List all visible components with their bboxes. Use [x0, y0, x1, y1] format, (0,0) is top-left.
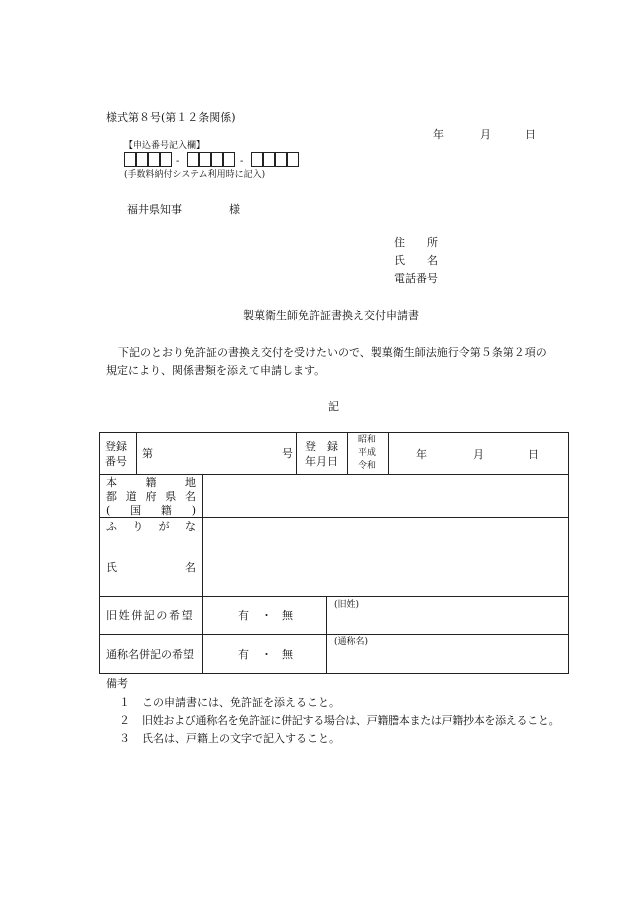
honseki-char: 都: [106, 490, 117, 503]
app-number-separator: -: [240, 156, 244, 167]
honseki-char: (: [106, 504, 111, 517]
app-number-box[interactable]: [187, 152, 199, 167]
honseki-label-line2: [106, 491, 196, 502]
reg-number-suffix: 号: [282, 447, 293, 460]
addressee-name: 福井県知事: [127, 203, 182, 216]
reg-date-label: 登 録: [305, 440, 338, 453]
era-heisei: 平成: [358, 448, 377, 458]
application-number-note: (手数料納付システム利用時に記入): [124, 170, 266, 180]
name-char: 名: [185, 561, 196, 574]
document-title: 製菓衛生師免許証書換え交付申請書: [243, 309, 419, 322]
honseki-char: 本: [106, 476, 117, 489]
furigana-label: [106, 521, 196, 532]
app-number-box[interactable]: [251, 152, 263, 167]
applicant-address-label: 住 所: [394, 236, 438, 249]
furigana-char: が: [158, 520, 170, 533]
old-surname-note: (旧姓): [334, 600, 360, 610]
app-number-box[interactable]: [211, 152, 223, 167]
table-rule: [99, 596, 569, 597]
honseki-char: 道: [125, 490, 137, 503]
app-number-box[interactable]: [287, 152, 299, 167]
date-year: 年: [433, 128, 444, 141]
common-name-choice-no[interactable]: 無: [282, 648, 293, 661]
table-rule: [202, 474, 203, 674]
old-surname-label: 旧姓併記の希望: [106, 609, 195, 622]
table-rule: [99, 634, 569, 635]
table-rule: [99, 517, 569, 518]
name-label: [106, 562, 196, 573]
common-name-note: (通称名): [334, 637, 369, 647]
honseki-char: 国: [130, 504, 142, 517]
old-surname-choice-no[interactable]: 無: [282, 609, 293, 622]
app-number-separator: -: [176, 156, 180, 167]
applicant-phone-label: 電話番号: [394, 272, 438, 285]
reg-date-month: 月: [473, 448, 484, 461]
reg-number-prefix: 第: [142, 447, 153, 460]
app-number-box[interactable]: [263, 152, 275, 167]
furigana-char: り: [132, 520, 144, 533]
note-number: ２: [119, 714, 130, 727]
date-day: 日: [525, 128, 536, 141]
old-surname-choice-dot: ・: [261, 609, 272, 622]
app-number-box[interactable]: [275, 152, 287, 167]
honseki-label-line1: [106, 477, 196, 488]
note-text: この申請書には、免許証を添えること。: [142, 696, 340, 709]
table-rule: [99, 474, 569, 475]
table-rule: [347, 432, 348, 474]
note-number: ３: [119, 732, 130, 745]
note-number: １: [119, 696, 130, 709]
furigana-char: ふ: [106, 520, 117, 533]
addressee-honorific: 様: [229, 203, 240, 216]
era-reiwa: 令和: [358, 461, 377, 471]
common-name-label: 通称名併記の希望: [106, 648, 194, 661]
app-number-box[interactable]: [124, 152, 136, 167]
form-number: 様式第８号(第１２条関係): [106, 111, 236, 124]
table-rule: [388, 432, 389, 474]
reg-number-label: 登録: [105, 440, 127, 453]
app-number-box[interactable]: [199, 152, 211, 167]
reg-date-label: 年月日: [305, 455, 338, 468]
name-char: 氏: [106, 561, 117, 574]
common-name-choice-yes[interactable]: 有: [238, 648, 249, 661]
application-number-label: 【申込番号記入欄】: [124, 141, 206, 151]
notes-heading: 備考: [106, 677, 128, 690]
common-name-choice-dot: ・: [261, 648, 272, 661]
honseki-char: 地: [185, 476, 196, 489]
reg-date-year: 年: [416, 448, 427, 461]
honseki-char: 籍: [160, 504, 172, 517]
app-number-box[interactable]: [136, 152, 148, 167]
ki-heading: 記: [328, 400, 339, 413]
note-text: 氏名は、戸籍上の文字で記入すること。: [142, 732, 340, 745]
honseki-char: 籍: [145, 476, 157, 489]
date-month: 月: [480, 128, 491, 141]
reg-date-day: 日: [528, 448, 539, 461]
honseki-char: 府: [145, 490, 157, 503]
reg-number-label: 番号: [105, 455, 127, 468]
app-number-box[interactable]: [148, 152, 160, 167]
honseki-char: ): [191, 504, 196, 517]
table-rule: [136, 432, 137, 474]
app-number-box[interactable]: [160, 152, 172, 167]
body-line-1: 下記のとおり免許証の書換え交付を受けたいので、製菓衛生師法施行令第５条第２項の: [118, 346, 547, 359]
table-rule: [296, 432, 297, 474]
body-line-2: 規定により、関係書類を添えて申請します。: [106, 364, 326, 377]
era-showa: 昭和: [358, 435, 377, 445]
furigana-char: な: [184, 520, 196, 533]
table-rule: [326, 596, 327, 674]
honseki-char: 名: [185, 490, 196, 503]
old-surname-choice-yes[interactable]: 有: [238, 609, 249, 622]
note-text: 旧姓および通称名を免許証に併記する場合は、戸籍謄本または戸籍抄本を添えること。: [142, 714, 560, 727]
applicant-name-label: 氏 名: [394, 254, 438, 267]
honseki-label-line3: [106, 505, 196, 516]
app-number-box[interactable]: [223, 152, 235, 167]
honseki-char: 県: [165, 490, 177, 503]
